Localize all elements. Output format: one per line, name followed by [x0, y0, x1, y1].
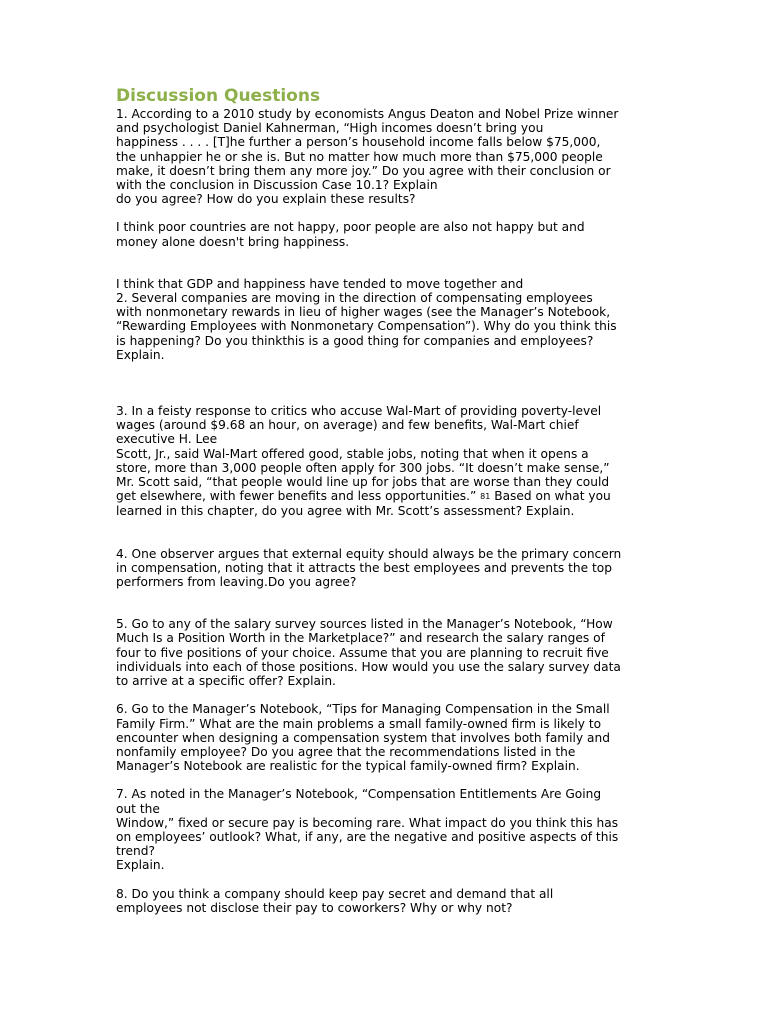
question-1-line: the unhappier he or she is. But no matter how much more than $75,000 people	[116, 149, 603, 164]
question-5-line: 5. Go to any of the salary survey sources listed in the Manager’s Notebook, “How	[116, 617, 613, 632]
question-1-line: happiness . . . . [T]he further a person’s household income falls below $75,000,	[116, 135, 601, 150]
question-3-text: get elsewhere, with fewer benefits and less opportunities.”	[116, 489, 477, 504]
question-3-text: Based on what you	[494, 489, 611, 504]
question-1-line: with the conclusion in Discussion Case 10.1? Explain	[116, 178, 438, 193]
question-5-line: to arrive at a specific offer? Explain.	[116, 674, 336, 689]
question-5-line: Much Is a Position Worth in the Marketplace?” and research the salary ranges of	[116, 631, 605, 646]
question-5-line: individuals into each of those positions. How would you use the salary survey data	[116, 659, 621, 674]
question-7-line: out the	[116, 801, 160, 816]
question-8	[116, 887, 656, 915]
question-3-line: learned in this chapter, do you agree with Mr. Scott’s assessment? Explain.	[116, 504, 575, 519]
question-2-line: 2. Several companies are moving in the direction of compensating employees	[116, 291, 593, 306]
spacer	[116, 589, 656, 617]
question-3-line: executive H. Lee	[116, 432, 218, 447]
question-7	[116, 787, 656, 872]
question-2-line: “Rewarding Employees with Nonmonetary Compensation”). Why do you think this	[116, 319, 617, 334]
question-8-line: 8. Do you think a company should keep pay secret and demand that all	[116, 886, 554, 901]
question-7-line: on employees’ outlook? What, if any, are the negative and positive aspects of this	[116, 829, 619, 844]
question-6-line: encounter when designing a compensation system that involves both family and	[116, 730, 610, 745]
question-3-line: 3. In a feisty response to critics who accuse Wal-Mart of providing poverty-level	[116, 404, 602, 419]
spacer	[116, 688, 656, 702]
question-1-line: and psychologist Daniel Kahnerman, “High incomes doesn’t bring you	[116, 121, 544, 136]
question-5-line: four to five positions of your choice. Assume that you are planning to recruit five	[116, 645, 609, 660]
question-6	[116, 702, 656, 773]
spacer	[116, 206, 656, 220]
answer-1-line: money alone doesn't bring happiness.	[116, 234, 350, 249]
question-3	[116, 404, 656, 519]
question-1-line: make, it doesn’t bring them any more joy.” Do you agree with their conclusion or	[116, 163, 611, 178]
question-1	[116, 107, 656, 206]
question-6-line: Manager’s Notebook are realistic for the typical family-owned firm? Explain.	[116, 759, 580, 774]
question-4-line: in compensation, noting that it attracts the best employees and prevents the top	[116, 560, 612, 575]
question-7-line: Window,” fixed or secure pay is becoming rare. What impact do you think this has	[116, 815, 619, 830]
question-4	[116, 547, 656, 590]
question-8-line: employees not disclose their pay to coworkers? Why or why not?	[116, 900, 513, 915]
page-title: Discussion Questions	[116, 86, 321, 106]
spacer	[116, 773, 656, 787]
answer-1	[116, 220, 656, 248]
spacer	[116, 362, 656, 404]
question-1-line: 1. According to a 2010 study by economists Angus Deaton and Nobel Prize winner	[116, 107, 619, 121]
question-4-line: performers from leaving.Do you agree?	[116, 575, 357, 590]
answer-1-line: I think poor countries are not happy, poor people are also not happy but and	[116, 220, 585, 235]
question-1-line: do you agree? How do you explain these results?	[116, 192, 416, 207]
spacer	[116, 249, 656, 277]
question-3-line: store, more than 3,000 people often apply for 300 jobs. “It doesn’t make sense,”	[116, 460, 610, 475]
question-6-line: Family Firm.” What are the main problems a small family-owned firm is likely to	[116, 716, 602, 731]
question-2-line: with nonmonetary rewards in lieu of higher wages (see the Manager’s Notebook,	[116, 305, 611, 320]
question-3-line: Mr. Scott said, “that people would line up for jobs that are worse than they could	[116, 475, 610, 490]
question-2	[116, 291, 656, 362]
question-3-line: wages (around $9.68 an hour, on average) and few benefits, Wal-Mart chief	[116, 418, 579, 433]
question-3-line	[116, 489, 656, 504]
question-7-line: Explain.	[116, 858, 165, 873]
spacer	[116, 519, 656, 547]
question-6-line: 6. Go to the Manager’s Notebook, “Tips for Managing Compensation in the Small	[116, 702, 610, 717]
question-7-line: trend?	[116, 844, 155, 859]
question-5	[116, 617, 656, 688]
question-4-line: 4. One observer argues that external equity should always be the primary concern	[116, 546, 622, 561]
question-2-line: is happening? Do you thinkthis is a good thing for companies and employees?	[116, 333, 594, 348]
spacer	[116, 873, 656, 887]
answer-1b-line: I think that GDP and happiness have tended to move together and	[116, 276, 524, 291]
footnote-reference: 81	[480, 492, 491, 502]
question-7-line: 7. As noted in the Manager’s Notebook, “Compensation Entitlements Are Going	[116, 787, 602, 802]
question-2-line: Explain.	[116, 347, 165, 362]
question-6-line: nonfamily employee? Do you agree that the recommendations listed in the	[116, 744, 576, 759]
question-3-line: Scott, Jr., said Wal-Mart offered good, stable jobs, noting that when it opens a	[116, 446, 589, 461]
document-page	[116, 86, 656, 915]
